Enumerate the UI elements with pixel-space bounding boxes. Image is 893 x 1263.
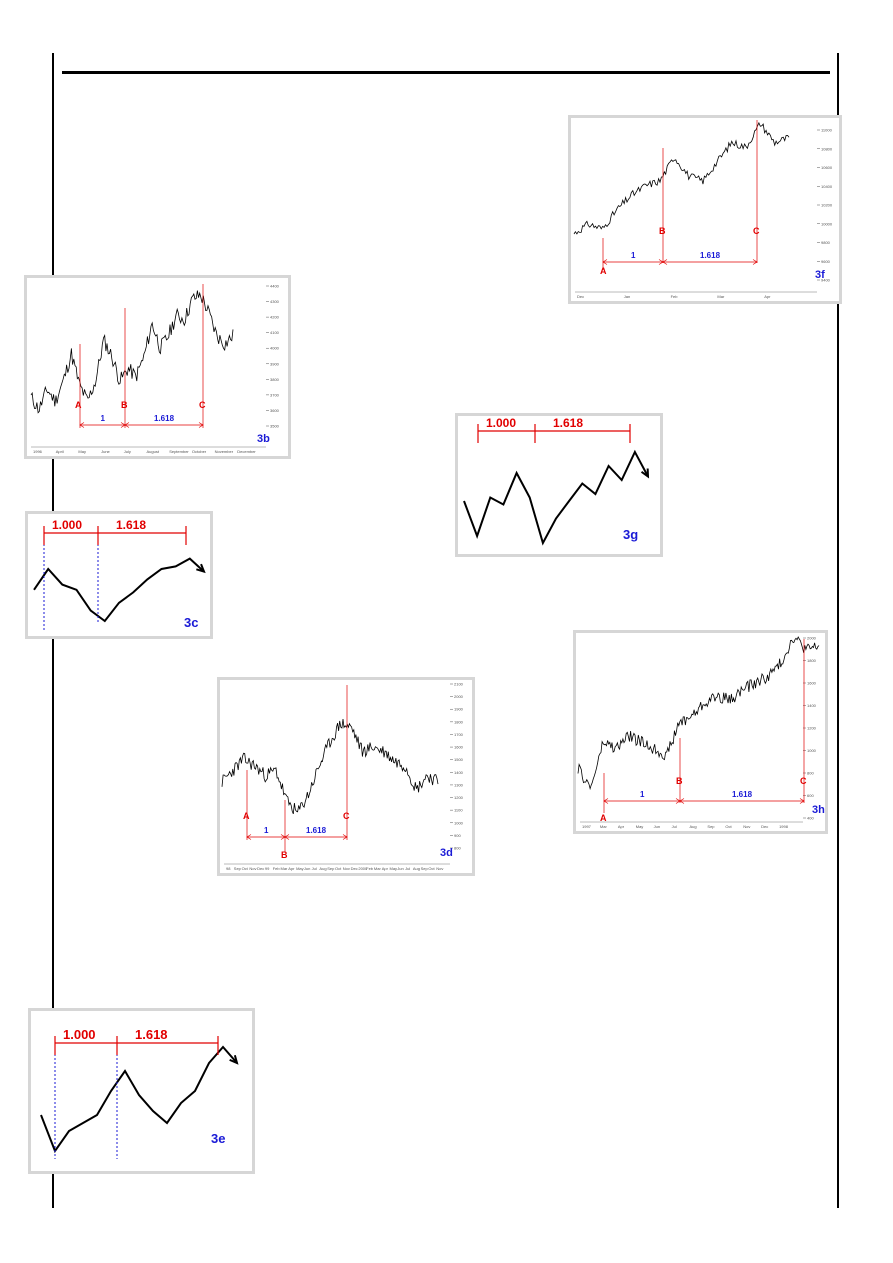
ratio-second-label: 1.618 (116, 518, 147, 532)
x-tick-label: Jul (671, 824, 677, 829)
x-tick-label: July (123, 449, 131, 454)
y-tick-label: 10600 (821, 165, 833, 170)
y-tick-label: 10800 (821, 146, 833, 152)
x-tick-label: Oct (725, 824, 732, 829)
ratio-second-label: 1.618 (732, 790, 753, 799)
y-tick-label: 1800 (807, 658, 816, 663)
x-tick-label: Nov (743, 824, 751, 829)
ratio-second-label: 1.618 (553, 416, 584, 430)
y-tick-label: 9800 (821, 240, 830, 245)
x-tick-label: Sep (233, 866, 241, 871)
point-c-label: C (343, 811, 350, 821)
y-tick-label: 4400 (270, 283, 279, 289)
x-tick-label: May (296, 866, 304, 871)
ratio-first-label: 1.000 (486, 416, 517, 430)
x-tick-label: April (55, 449, 64, 454)
x-tick-label: Mar (599, 824, 607, 829)
price-line (222, 719, 438, 814)
x-tick-label: November (214, 449, 234, 454)
y-tick-label: 1700 (454, 731, 463, 737)
y-tick-label: 4200 (270, 314, 279, 320)
chart-3g (455, 413, 663, 557)
y-tick-label: 800 (454, 845, 461, 851)
ratio-first-label: 1 (631, 251, 636, 260)
y-tick-label: 3500 (270, 423, 279, 429)
y-tick-label: 1600 (807, 680, 816, 686)
x-tick-label: September (169, 449, 189, 454)
figure-label: 3d (440, 847, 453, 859)
y-tick-label: 600 (807, 793, 814, 798)
chart-3c-canvas (28, 514, 210, 636)
figure-label: 3e (211, 1131, 226, 1146)
chart-3e (28, 1008, 255, 1174)
chart-3f (568, 115, 842, 304)
y-tick-label: 1400 (807, 703, 816, 708)
point-a-label: A (75, 400, 82, 410)
x-tick-label: May (635, 824, 644, 829)
figure-label: 3f (815, 269, 825, 281)
x-tick-label: October (191, 449, 207, 454)
x-tick-label: Sep (707, 824, 715, 829)
ratio-second-label: 1.618 (700, 251, 721, 260)
y-tick-label: 1500 (454, 757, 463, 763)
point-b-label: B (281, 850, 288, 860)
y-tick-label: 2000 (454, 694, 463, 700)
point-b-label: B (659, 226, 666, 236)
y-tick-label: 10200 (821, 202, 833, 208)
x-tick-label: Dec (761, 824, 769, 829)
x-tick-label: Apr (617, 824, 625, 829)
y-tick-label: 4300 (270, 299, 279, 305)
y-tick-label: 1600 (454, 744, 463, 750)
x-tick-label: Aug (412, 866, 420, 871)
x-tick-label: 99 (264, 866, 270, 871)
x-tick-label: Feb (272, 866, 280, 871)
point-a-label: A (600, 266, 607, 276)
wave-line (464, 452, 648, 543)
ratio-first-label: 1 (264, 826, 269, 835)
y-tick-label: 1200 (454, 795, 463, 801)
chart-3e-canvas (31, 1011, 252, 1171)
x-tick-label: Dec (350, 866, 358, 871)
x-tick-label: Oct (428, 866, 435, 871)
ratio-second-label: 1.618 (154, 414, 175, 423)
y-tick-label: 900 (454, 832, 461, 838)
x-tick-label: Dec (577, 294, 585, 299)
ratio-first-label: 1 (640, 790, 645, 799)
x-tick-label: 98 (226, 866, 231, 871)
y-tick-label: 4000 (270, 345, 279, 351)
point-c-label: C (199, 400, 206, 410)
chart-3f-canvas (571, 118, 839, 301)
chart-3d (217, 677, 475, 876)
x-tick-label: Apr (381, 866, 388, 871)
x-tick-label: Jun (397, 866, 404, 871)
y-tick-label: 11000 (821, 127, 832, 133)
x-tick-label: Aug (319, 866, 327, 871)
y-tick-label: 3800 (270, 376, 279, 382)
chart-3c (25, 511, 213, 639)
chart-3b-canvas (27, 278, 288, 456)
x-tick-label: Jul (311, 866, 317, 871)
y-tick-label: 1100 (454, 807, 463, 813)
x-tick-label: June (101, 449, 110, 454)
figure-label: 3h (812, 804, 825, 816)
x-tick-label: 1997 (582, 824, 591, 829)
chart-3d-canvas (220, 680, 472, 873)
x-tick-label: Nov (342, 866, 350, 871)
ratio-second-label: 1.618 (135, 1027, 168, 1042)
ratio-first-label: 1.000 (63, 1027, 96, 1042)
point-c-label: C (753, 226, 760, 236)
x-tick-label: Jan (623, 294, 631, 299)
point-c-label: C (800, 776, 807, 786)
y-tick-label: 3700 (270, 392, 279, 398)
x-tick-label: Feb (670, 294, 678, 299)
y-tick-label: 2100 (454, 681, 463, 687)
figure-label: 3g (623, 527, 639, 542)
x-tick-label: Sep (420, 866, 428, 871)
y-tick-label: 10400 (821, 183, 833, 189)
chart-3h (573, 630, 828, 834)
y-tick-label: 1200 (807, 725, 816, 731)
chart-3h-canvas (576, 633, 825, 831)
ratio-second-label: 1.618 (306, 826, 327, 835)
x-tick-label: Jul (405, 866, 411, 871)
price-line (578, 637, 819, 789)
y-tick-label: 400 (807, 815, 814, 821)
ratio-first-label: 1 (100, 414, 105, 423)
x-tick-label: 1998 (779, 824, 788, 829)
y-tick-label: 3900 (270, 361, 279, 367)
y-tick-label: 800 (807, 770, 814, 776)
x-tick-label: Feb (366, 866, 374, 871)
x-tick-label: Aug (689, 824, 697, 829)
y-tick-label: 3600 (270, 407, 279, 413)
x-tick-label: Nov (436, 866, 444, 871)
x-tick-label: Mar (373, 866, 381, 871)
x-tick-label: Oct (335, 866, 342, 871)
point-b-label: B (121, 400, 128, 410)
x-tick-label: Jun (303, 866, 311, 871)
point-a-label: A (600, 813, 607, 823)
point-a-label: A (243, 811, 250, 821)
wave-line (34, 559, 204, 621)
x-tick-label: 2000 (358, 866, 368, 871)
wave-line (41, 1047, 237, 1151)
x-tick-label: Apr (764, 294, 771, 299)
point-b-label: B (676, 776, 683, 786)
y-tick-label: 10000 (821, 221, 833, 227)
x-tick-label: Apr (288, 866, 295, 871)
x-tick-label: Nov (249, 866, 257, 871)
y-tick-label: 1000 (454, 820, 463, 826)
y-tick-label: 1400 (454, 769, 463, 775)
header-rule (62, 71, 830, 74)
y-tick-label: 1300 (454, 782, 463, 788)
y-tick-label: 2000 (807, 635, 816, 641)
x-tick-label: Mar (280, 866, 288, 871)
x-tick-label: Dec (257, 866, 265, 871)
figure-label: 3b (257, 433, 270, 445)
y-tick-label: 1900 (454, 706, 463, 712)
x-tick-label: May (78, 449, 86, 454)
ratio-first-label: 1.000 (52, 518, 83, 532)
y-tick-label: 9400 (821, 277, 830, 283)
x-tick-label: May (389, 866, 398, 871)
x-tick-label: December (237, 449, 256, 454)
x-tick-label: Sep (327, 866, 335, 871)
chart-3g-canvas (458, 416, 660, 554)
y-tick-label: 1800 (454, 719, 463, 725)
figure-label: 3c (184, 615, 199, 630)
x-tick-label: 1996 (33, 449, 42, 454)
y-tick-label: 4100 (270, 330, 279, 336)
chart-3b (24, 275, 291, 459)
y-tick-label: 9600 (821, 258, 830, 264)
x-tick-label: August (146, 449, 159, 454)
x-tick-label: Jun (653, 824, 661, 829)
x-tick-label: Mar (717, 294, 725, 299)
x-tick-label: Oct (241, 866, 248, 871)
y-tick-label: 1000 (807, 748, 816, 753)
